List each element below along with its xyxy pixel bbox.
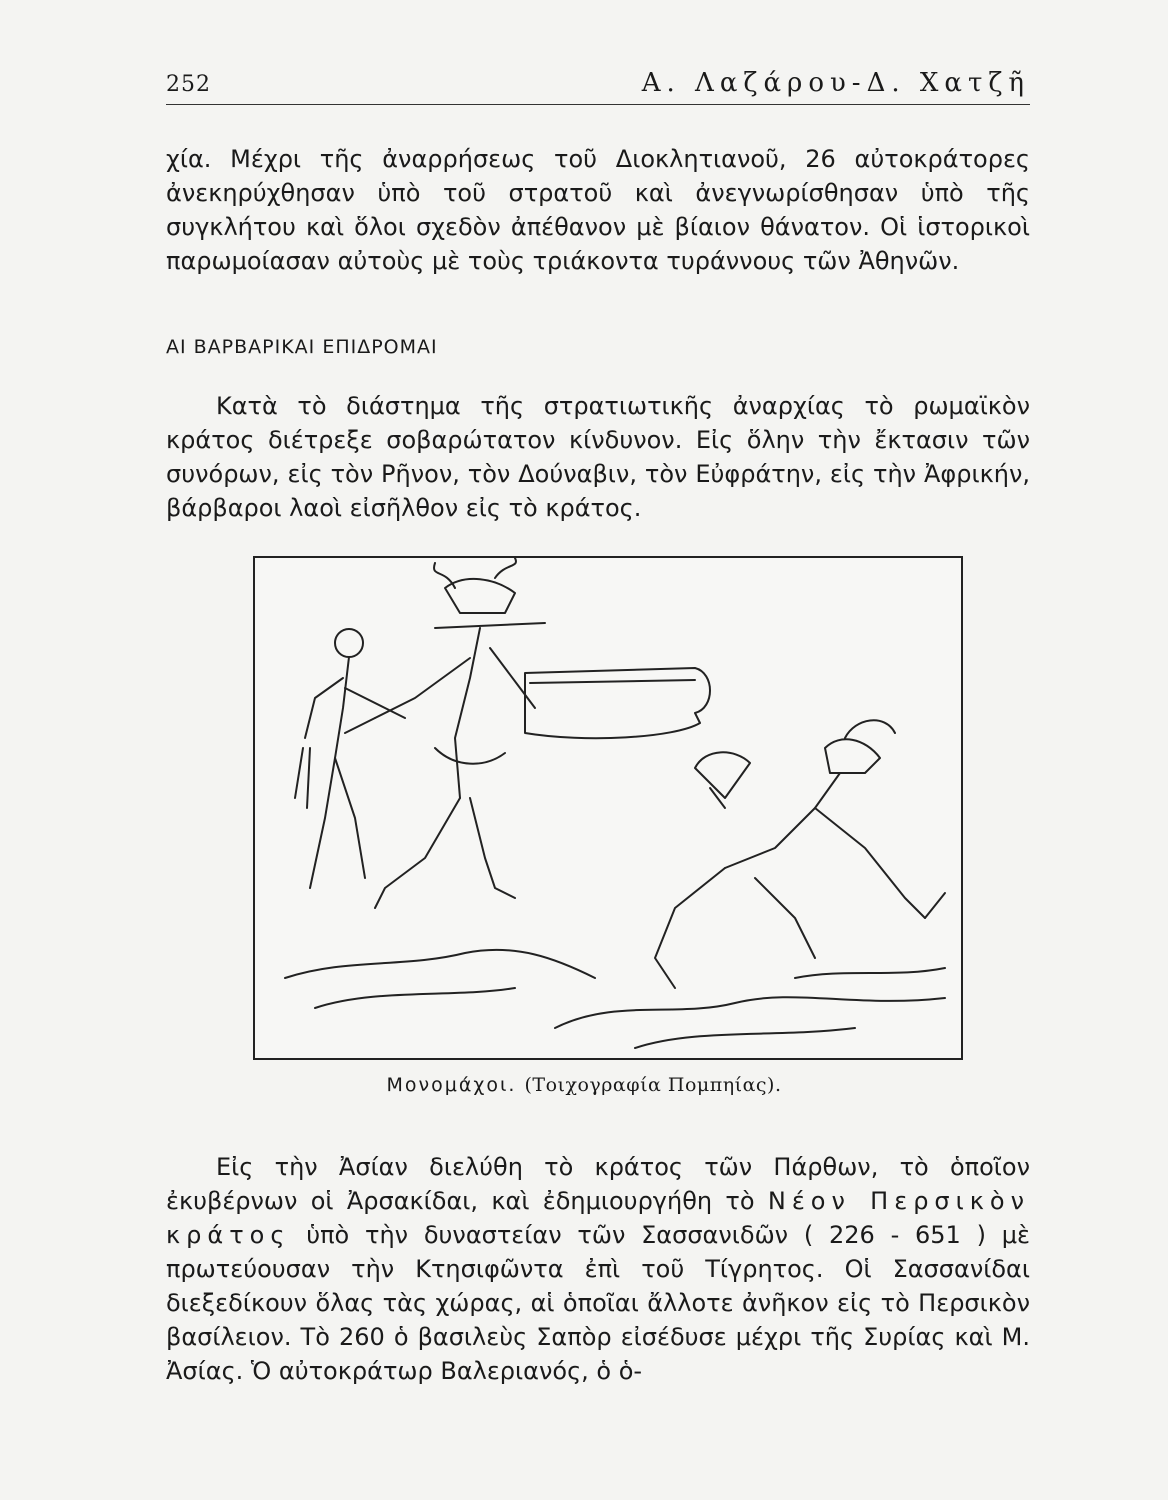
paragraph-3-emphasis: Νέον Περσικὸν κράτος — [166, 1187, 1030, 1249]
center-shield — [525, 668, 710, 738]
paragraph-3-part-1: Εἰς τὴν Ἀσίαν διελύθη τὸ κράτος τῶν Πάρθων, τὸ ὁποῖον ἐκυβέρνων οἱ Ἀρσακίδαι, καὶ ἐδημιουργήθη τὸ — [166, 1153, 1030, 1215]
right-gladiator-leg — [655, 868, 725, 988]
right-gladiator-leg — [755, 878, 815, 958]
right-gladiator-arm — [815, 808, 925, 918]
paragraph-1 — [166, 142, 1030, 278]
left-figure-arm — [305, 678, 343, 738]
ground-stroke — [315, 988, 515, 1008]
center-helmet — [445, 579, 515, 613]
right-shield-roll — [695, 752, 750, 798]
right-helmet-crest — [845, 720, 895, 738]
paragraph-3-text — [166, 1150, 1030, 1388]
right-gladiator-sword — [925, 893, 945, 918]
caption-label: Μονομάχοι. — [386, 1074, 517, 1096]
left-figure-arm — [345, 688, 405, 718]
left-figure-head — [335, 629, 363, 657]
gladiators-illustration — [253, 556, 963, 1060]
right-gladiator-torso — [725, 773, 840, 868]
gladiators-drawing — [255, 558, 961, 1058]
running-head: Α. Λαζάρου-Δ. Χατζῆ — [641, 68, 1030, 98]
ground-stroke — [285, 950, 595, 978]
paragraph-2-text: Κατὰ τὸ διάστημα τῆς στρατιωτικῆς ἀναρχίας τὸ ρωμαϊκὸν κράτος διέτρεξε σοβαρώτατον κίνδυνον. Εἰς ὅλην τὴν ἔκτασιν τῶν συνόρων, εἰς τὸν Ρῆνον, τὸν Δούναβιν, τὸν Εὐφράτην, εἰς τὴν Ἀφρικήν, βάρβαροι λαοὶ εἰσῆλθον εἰς τὸ κράτος. — [166, 392, 1030, 522]
paragraph-3 — [166, 1150, 1030, 1388]
page-number: 252 — [166, 72, 211, 97]
ground-stroke — [555, 997, 945, 1028]
left-figure-body — [310, 657, 349, 888]
center-helmet-brim — [435, 623, 545, 628]
left-figure-leg — [335, 758, 365, 878]
center-gladiator-belt — [435, 748, 505, 764]
center-gladiator-leg — [470, 798, 515, 898]
center-helmet-crest — [434, 558, 516, 588]
caption-source: (Τοιχογραφία Πομπηίας). — [524, 1074, 782, 1096]
center-gladiator-sword-arm — [375, 658, 470, 718]
ground-stroke — [635, 1028, 855, 1048]
section-title: ΑΙ ΒΑΡΒΑΡΙΚΑΙ ΕΠΙΔΡΟΜΑΙ — [166, 336, 438, 358]
center-gladiator-leg — [375, 798, 460, 908]
figure-caption — [0, 1074, 1168, 1096]
center-gladiator-sword — [345, 718, 375, 733]
center-gladiator-torso — [455, 628, 480, 798]
paragraph-1-text: χία. Μέχρι τῆς ἀναρρήσεως τοῦ Διοκλητιανοῦ, 26 αὐτοκράτορες ἀνεκηρύχθησαν ὑπὸ τοῦ στρατοῦ καὶ ἀνεγνωρίσθησαν ὑπὸ τῆς συγκλήτου καὶ ὅλοι σχεδὸν ἀπέθανον μὲ βίαιον θάνατον. Οἱ ἱστορικοὶ παρωμοίασαν αὐτοὺς μὲ τοὺς τριάκοντα τυράννους τῶν Ἀθηνῶν. — [166, 145, 1030, 275]
paragraph-2 — [166, 389, 1030, 525]
center-shield-edge — [530, 680, 695, 683]
paragraph-3-part-2: ὑπὸ τὴν δυναστείαν τῶν Σασσανιδῶν ( 226 - 651 ) μὲ πρωτεύουσαν τὴν Κτησιφῶντα ἐπὶ τοῦ Τίγρητος. Οἱ Σασσανίδαι διεξεδίκουν ὅλας τὰς χώρας, αἱ ὁποῖαι ἄλλοτε ἀνῆκον εἰς τὸ Περσικὸν βασίλειον. Τὸ 260 ὁ βασιλεὺς Σαπὸρ εἰσέδυσε μέχρι τῆς Συρίας καὶ Μ. Ἀσίας. Ὁ αὐτοκράτωρ Βαλεριανός, ὁ ὁ- — [166, 1221, 1030, 1385]
center-gladiator-shield-arm — [490, 648, 535, 708]
page-header — [166, 68, 1030, 105]
ground-stroke — [795, 968, 945, 978]
left-figure-whip — [295, 748, 310, 808]
right-helmet — [825, 739, 880, 773]
